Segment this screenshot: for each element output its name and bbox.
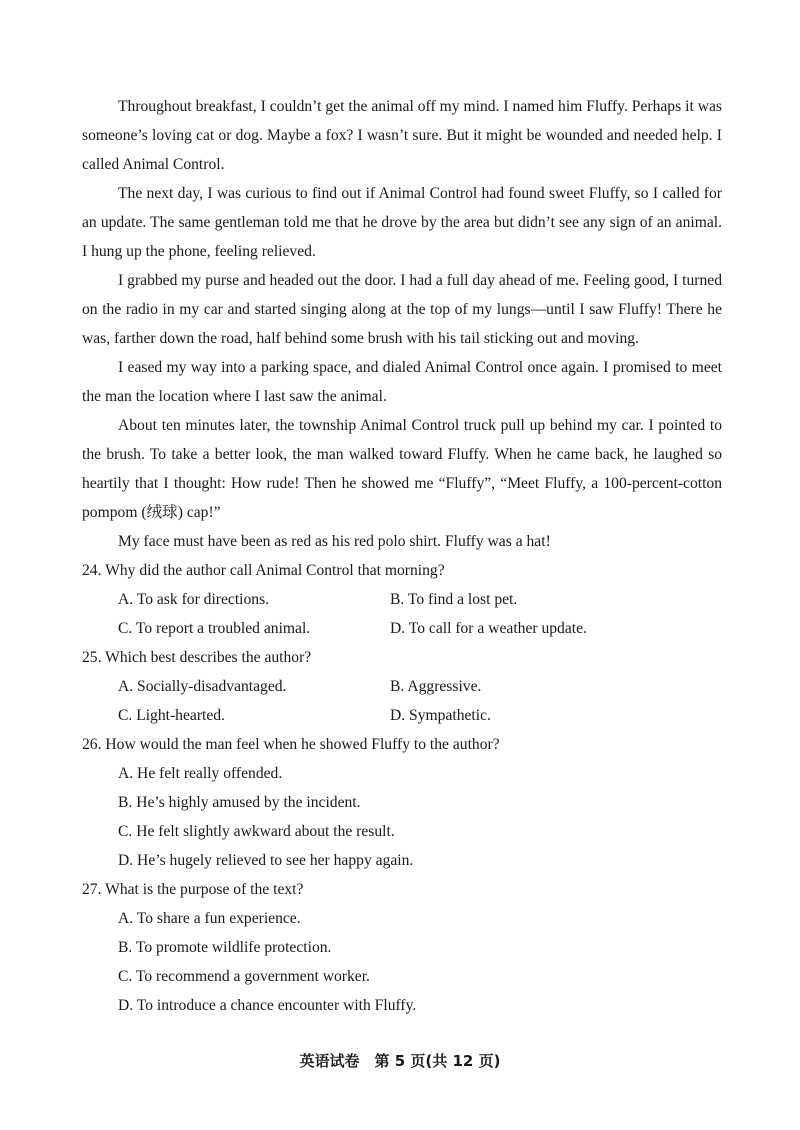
option-a: A. To ask for directions. [118,591,270,608]
option-c: C. Light-hearted. [118,707,225,724]
option-d: D. To call for a weather update. [390,620,587,637]
passage-paragraph-1: Throughout breakfast, I couldn’t get the animal off my mind. I named him Fluffy. Perhaps it was someone’s loving cat or dog. Maybe a fox? I wasn’t sure. But it might be wounded and needed help. I called Animal Control. [82,98,722,173]
passage-paragraph-5: About ten minutes later, the township Animal Control truck pull up behind my car. I pointed to the brush. To take a better look, the man walked toward Fluffy. When he came back, he laughed so heartily that I thought: How rude! Then he showed me “Fluffy”, “Meet Fluffy, a 100-percent-cotton pompom (绒球) cap!” [82,417,722,521]
option-c: C. To report a troubled animal. [118,620,311,637]
option-d: D. Sympathetic. [390,707,491,724]
question-options [82,585,722,643]
question-options [82,672,722,730]
question-stem: 27. What is the purpose of the text? [82,881,304,898]
option-b: B. Aggressive. [390,678,482,695]
question-stem: 25. Which best describes the author? [82,649,312,666]
question-options [82,904,722,1020]
option-d: D. To introduce a chance encounter with Fluffy. [118,997,417,1014]
option-b: B. To find a lost pet. [390,591,518,608]
question-stem: 24. Why did the author call Animal Control that morning? [82,562,445,579]
option-a: A. Socially-disadvantaged. [118,678,287,695]
option-b: B. He’s highly amused by the incident. [118,794,361,811]
passage-paragraph-3: I grabbed my purse and headed out the door. I had a full day ahead of me. Feeling good, I turned on the radio in my car and started singing along at the top of my lungs—until I saw Fluffy! There he was, farther down the road, half behind some brush with his tail sticking out and moving. [82,272,722,347]
option-a: A. To share a fun experience. [118,910,301,927]
passage-paragraph-6: My face must have been as red as his red polo shirt. Fluffy was a hat! [118,533,551,550]
option-c: C. To recommend a government worker. [118,968,370,985]
page-footer: 英语试卷 第 5 页(共 12 页) [299,1052,501,1070]
question-25 [82,643,722,730]
passage-paragraph-2: The next day, I was curious to find out if Animal Control had found sweet Fluffy, so I called for an update. The same gentleman told me that he drove by the area but didn’t see any sign of an animal. I hung up the phone, feeling relieved. [82,185,722,260]
question-27 [82,875,722,1020]
question-24 [82,556,722,643]
question-26 [82,730,722,875]
exam-page [82,92,722,1020]
question-options [82,759,722,875]
option-a: A. He felt really offended. [118,765,283,782]
passage-paragraph-4: I eased my way into a parking space, and dialed Animal Control once again. I promised to meet the man the location where I last saw the animal. [82,359,722,405]
option-c: C. He felt slightly awkward about the result. [118,823,395,840]
question-stem: 26. How would the man feel when he showed Fluffy to the author? [82,736,500,753]
option-d: D. He’s hugely relieved to see her happy again. [118,852,414,869]
option-b: B. To promote wildlife protection. [118,939,332,956]
